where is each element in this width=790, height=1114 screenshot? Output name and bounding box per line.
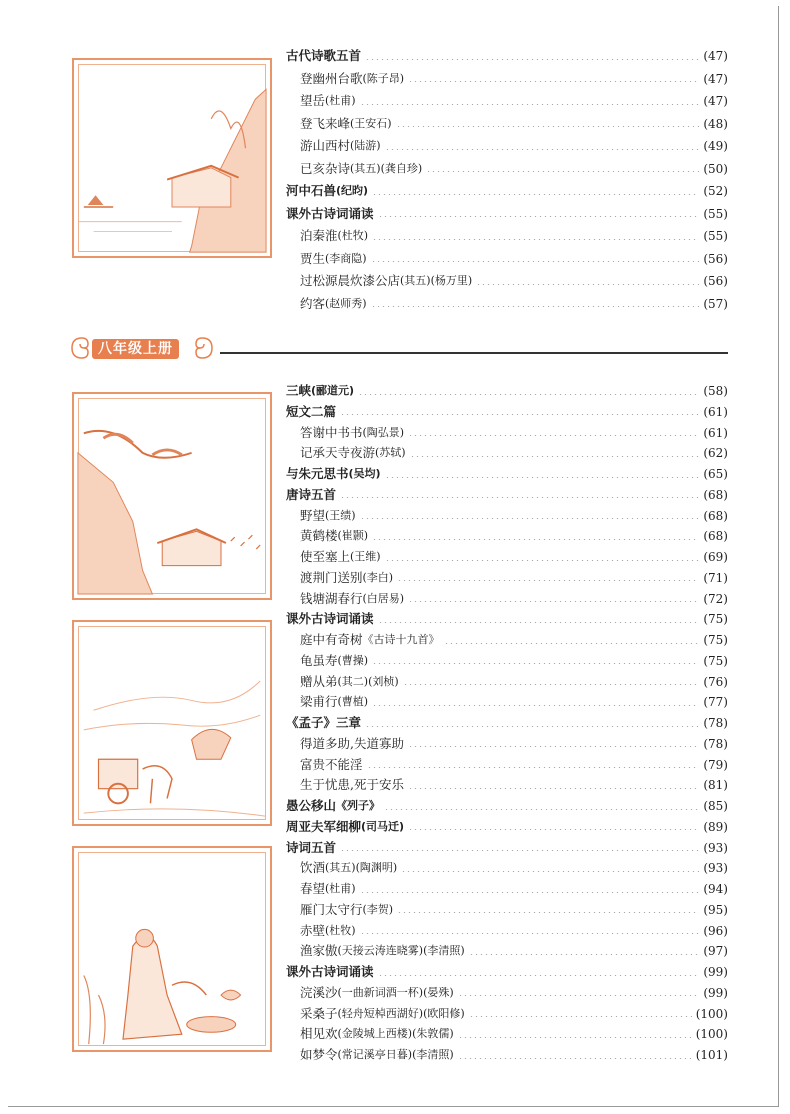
travelers-illustration [74, 622, 270, 824]
toc-entry-page: (93) [703, 840, 728, 855]
toc-entry[interactable] [300, 983, 728, 1003]
toc-entry[interactable] [286, 713, 728, 733]
toc-entry[interactable] [300, 630, 728, 650]
toc-entry[interactable] [300, 734, 728, 754]
toc-entry-author: 《古诗十九首》 [362, 633, 440, 646]
toc-entry-title: 春望 [300, 881, 326, 896]
toc-entry-title: 得道多助,失道寡助 [300, 735, 404, 751]
toc-entry-page: (68) [703, 487, 728, 502]
section-label: 八年级上册 [92, 339, 179, 359]
toc-entry-page: (101) [695, 1048, 728, 1062]
dot-leader [408, 788, 699, 789]
dot-leader [378, 975, 700, 976]
toc-entry-title: 记承天寺夜游 [300, 445, 376, 461]
toc-entry-page: (78) [703, 736, 728, 751]
dot-leader [385, 560, 700, 561]
toc-entry-title: 生于忧患,死于安乐 [300, 777, 404, 793]
toc-entry-author: (王安石) [350, 116, 392, 130]
toc-entry-page: (47) [703, 94, 728, 108]
toc-entry[interactable] [300, 1024, 728, 1044]
toc-entry-author: (一曲新词酒一杯)(晏殊) [337, 985, 454, 999]
toc-entry[interactable] [286, 485, 728, 505]
toc-entry-page: (48) [703, 116, 728, 131]
toc-entry-title: 唐诗五首 [286, 486, 337, 502]
dot-leader [372, 663, 699, 664]
toc-entry-author: (王维) [350, 550, 381, 563]
cliff-pine-illustration [74, 394, 270, 598]
dot-leader [367, 767, 700, 768]
toc-entry[interactable] [300, 755, 728, 775]
toc-entry-title: 愚公移山 [286, 798, 337, 813]
dot-leader [458, 1037, 692, 1038]
dot-leader [365, 726, 699, 727]
toc-entry[interactable] [300, 69, 728, 89]
dot-leader [458, 1058, 692, 1059]
toc-entry[interactable] [286, 46, 728, 66]
toc-entry-page: (75) [703, 612, 728, 627]
toc-entry[interactable] [300, 159, 728, 179]
toc-entry-page: (49) [703, 139, 728, 153]
toc-entry-title: 课外古诗词诵读 [286, 611, 374, 627]
toc-entry-title: 庭中有奇树 [300, 632, 363, 647]
toc-entry[interactable] [300, 589, 728, 609]
toc-entry-author: (吴均) [348, 467, 381, 480]
toc-entry[interactable] [300, 506, 728, 526]
toc-entry[interactable] [300, 1004, 728, 1024]
dot-leader [458, 995, 700, 996]
toc-entry-author: 《列子》 [336, 799, 381, 812]
toc-entry-title: 答谢中书书 [300, 424, 363, 440]
dot-leader [340, 850, 699, 851]
dot-leader [378, 216, 700, 217]
illustration-frame-travelers [72, 620, 272, 826]
toc-entry-author: (纪昀) [336, 184, 369, 197]
toc-entry-author: (轻舟短棹西湖好)(欧阳修) [337, 1006, 465, 1020]
toc-entry-title: 已亥杂诗 [300, 160, 351, 176]
toc-entry-page: (47) [703, 49, 728, 63]
toc-entry-title: 饮酒 [300, 860, 326, 876]
toc-entry-author: (其五)(陶渊明) [325, 861, 398, 875]
toc-entry-title: 黄鹤楼 [300, 528, 338, 544]
toc-entry-page: (61) [703, 425, 728, 440]
dot-leader [360, 104, 700, 105]
dot-leader [371, 261, 700, 262]
illustration-frame-cliff-pine [72, 392, 272, 600]
toc-entry-author: (其五)(龚自珍) [350, 161, 423, 175]
dot-leader [372, 194, 699, 195]
toc-entry-page: (93) [703, 861, 728, 876]
illustration-frame-landscape-boat [72, 58, 272, 258]
dot-leader [426, 171, 699, 172]
toc-entry-page: (95) [703, 902, 728, 917]
toc-entry[interactable] [300, 692, 728, 712]
toc-entry-page: (55) [703, 206, 728, 221]
toc-entry-page: (57) [703, 296, 728, 311]
toc-entry-title: 诗词五首 [286, 839, 337, 855]
toc-entry-page: (47) [703, 71, 728, 86]
toc-entry-author: (王绩) [325, 508, 356, 522]
toc-entry-page: (65) [703, 467, 728, 481]
toc-entry-page: (100) [695, 1027, 728, 1042]
toc-entry-author: (陶弘景) [362, 425, 405, 439]
toc-entry[interactable] [300, 672, 728, 692]
dot-leader [372, 239, 699, 240]
dot-leader [378, 622, 700, 623]
toc-entry-author: (曹操) [337, 653, 369, 667]
toc-entry[interactable] [300, 651, 728, 671]
dot-leader [444, 643, 700, 644]
toc-entry-author: (杜甫) [325, 882, 356, 895]
toc-entry-title: 梁甫行 [300, 694, 338, 710]
toc-entry-title: 龟虽寿 [300, 652, 338, 668]
toc-entry-title: 如梦令 [300, 1047, 338, 1062]
toc-entry-author: (赵师秀) [325, 296, 367, 310]
toc-entry-title: 过松源晨炊漆公店 [300, 273, 401, 288]
dot-leader [397, 580, 699, 581]
toc-entry-title: 赤壁 [300, 922, 326, 938]
dot-leader [360, 933, 700, 934]
toc-entry-title: 采桑子 [300, 1005, 338, 1021]
toc-entry-author: (常记溪亭日暮)(李清照) [337, 1048, 454, 1061]
toc-entry[interactable] [300, 423, 728, 443]
toc-entry-title: 周亚夫军细柳 [286, 818, 362, 834]
toc-entry[interactable] [300, 294, 728, 314]
dot-leader [384, 809, 699, 810]
toc-entry[interactable] [300, 443, 728, 463]
toc-entry-page: (61) [703, 404, 728, 419]
toc-entry[interactable] [286, 402, 728, 422]
dot-leader [469, 1016, 692, 1017]
toc-entry-author: (金陵城上西楼)(朱敦儒) [337, 1027, 454, 1041]
toc-entry[interactable] [300, 568, 728, 588]
dot-leader [372, 539, 699, 540]
toc-entry-title: 课外古诗词诵读 [286, 205, 374, 221]
toc-entry-author: (司马迁) [361, 819, 405, 833]
toc-entry-author: (陆游) [350, 139, 381, 152]
dot-leader [371, 306, 700, 307]
dot-leader [385, 477, 700, 478]
toc-entry[interactable] [286, 609, 728, 629]
landscape-boat-illustration [74, 60, 270, 256]
toc-entry-page: (97) [703, 944, 728, 959]
toc-entry-page: (71) [703, 570, 728, 585]
toc-entry-author: (其五)(杨万里) [400, 274, 473, 287]
toc-entry[interactable] [300, 900, 728, 920]
toc-entry-page: (68) [703, 529, 728, 544]
toc-entry[interactable] [300, 921, 728, 941]
toc-entry[interactable] [286, 181, 728, 201]
toc-entry-title: 浣溪沙 [300, 984, 338, 1000]
toc-entry-author: (崔颢) [337, 529, 369, 543]
dot-leader [340, 414, 699, 415]
toc-entry-page: (94) [703, 882, 728, 896]
toc-entry-page: (81) [703, 778, 728, 793]
toc-entry-title: 登幽州台歌 [300, 70, 363, 86]
toc-entry-title: 与朱元思书 [286, 466, 349, 481]
toc-entry-title: 泊秦淮 [300, 228, 338, 243]
toc-entry-title: 登飞来峰 [300, 115, 351, 131]
toc-entry[interactable] [286, 817, 728, 837]
toc-entry-author: (李商隐) [325, 251, 367, 265]
toc-entry[interactable] [300, 526, 728, 546]
toc-entry[interactable] [300, 114, 728, 134]
toc-entry-author: (郦道元) [311, 384, 355, 397]
toc-entry-title: 《孟子》三章 [286, 715, 362, 730]
toc-entry-page: (50) [703, 161, 728, 176]
dot-leader [408, 746, 699, 747]
dot-leader [365, 59, 699, 60]
toc-entry-page: (69) [703, 550, 728, 564]
toc-entry[interactable] [300, 226, 728, 246]
toc-entry-page: (99) [703, 965, 728, 979]
toc-entry[interactable] [286, 838, 728, 858]
toc-entry-title: 野望 [300, 507, 326, 523]
toc-entry[interactable] [300, 858, 728, 878]
toc-entry-author: (杜牧) [325, 923, 356, 937]
dot-leader [401, 871, 699, 872]
toc-entry-title: 游山西村 [300, 138, 351, 153]
toc-entry-page: (52) [703, 184, 728, 198]
toc-entry[interactable] [300, 941, 728, 961]
toc-entry[interactable] [300, 1045, 728, 1065]
toc-entry-page: (76) [703, 674, 728, 689]
toc-entry-author: (其二)(刘桢) [337, 674, 399, 688]
dot-leader [476, 284, 699, 285]
toc-entry-author: (李白) [362, 570, 394, 584]
toc-entry-title: 贾生 [300, 250, 326, 266]
toc-entry-page: (58) [703, 384, 728, 398]
toc-entry-page: (55) [703, 229, 728, 243]
toc-entry-page: (100) [695, 1006, 728, 1021]
dot-leader [408, 435, 699, 436]
toc-entry[interactable] [286, 962, 728, 982]
toc-entry-author: (苏轼) [375, 446, 406, 460]
toc-entry-page: (72) [703, 591, 728, 606]
toc-entry-title: 钱塘湖春行 [300, 590, 363, 606]
toc-entry-title: 古代诗歌五首 [286, 48, 362, 63]
toc-entry-title: 约客 [300, 295, 326, 311]
toc-entry-page: (77) [703, 695, 728, 710]
toc-entry-page: (68) [703, 508, 728, 523]
toc-entry-title: 短文二篇 [286, 403, 337, 419]
dot-leader [408, 829, 699, 830]
toc-entry[interactable] [300, 775, 728, 795]
toc-entry-page: (89) [703, 819, 728, 834]
toc-entry[interactable] [300, 271, 728, 291]
toc-entry[interactable] [300, 879, 728, 899]
toc-entry-title: 使至塞上 [300, 549, 351, 564]
section-divider [220, 352, 728, 354]
toc-entry[interactable] [300, 547, 728, 567]
toc-entry-author: (陈子昂) [362, 71, 405, 85]
toc-entry-title: 富贵不能淫 [300, 756, 363, 772]
toc-entry-author: (杜甫) [325, 94, 356, 107]
dot-leader [408, 601, 699, 602]
dot-leader [410, 456, 700, 457]
dot-leader [469, 954, 700, 955]
dot-leader [403, 684, 700, 685]
toc-entry-page: (78) [703, 716, 728, 730]
toc-entry-page: (75) [703, 633, 728, 647]
toc-entry[interactable] [286, 204, 728, 224]
toc-entry-title: 相见欢 [300, 1026, 338, 1042]
dot-leader [340, 497, 699, 498]
dot-leader [397, 912, 699, 913]
toc-entry-title: 赠从弟 [300, 673, 338, 689]
toc-entry-title: 渡荆门送别 [300, 569, 363, 585]
toc-entry[interactable] [300, 91, 728, 111]
toc-entry-page: (99) [703, 985, 728, 1000]
toc-entry-page: (85) [703, 799, 728, 813]
toc-entry-page: (56) [703, 251, 728, 266]
illustration-frame-lady-lotus [72, 846, 272, 1052]
toc-entry[interactable] [286, 381, 728, 401]
toc-entry-page: (56) [703, 274, 728, 288]
dot-leader [372, 705, 699, 706]
toc-entry-author: (白居易) [362, 591, 405, 605]
dot-leader [396, 126, 700, 127]
toc-entry-page: (79) [703, 757, 728, 772]
toc-entry-author: (杜牧) [337, 229, 369, 242]
toc-entry-author: (李贺) [362, 902, 394, 916]
lady-lotus-illustration [74, 848, 270, 1050]
toc-entry-author: (曹植) [337, 695, 369, 709]
toc-entry[interactable] [300, 136, 728, 156]
dot-leader [385, 149, 700, 150]
toc-entry-page: (96) [703, 923, 728, 938]
toc-entry-page: (75) [703, 653, 728, 668]
dot-leader [358, 394, 699, 395]
toc-entry-title: 雁门太守行 [300, 901, 363, 917]
toc-entry-title: 三峡 [286, 383, 312, 398]
dot-leader [408, 81, 699, 82]
toc-entry-title: 河中石兽 [286, 183, 337, 198]
toc-entry[interactable] [286, 464, 728, 484]
toc-entry-title: 渔家傲 [300, 943, 338, 959]
toc-entry-title: 望岳 [300, 93, 326, 108]
toc-entry[interactable] [300, 249, 728, 269]
toc-entry[interactable] [286, 796, 728, 816]
dot-leader [360, 518, 700, 519]
dot-leader [360, 892, 700, 893]
toc-entry-title: 课外古诗词诵读 [286, 964, 374, 979]
toc-entry-page: (62) [703, 446, 728, 461]
toc-entry-author: (天接云涛连晓雾)(李清照) [337, 944, 465, 958]
